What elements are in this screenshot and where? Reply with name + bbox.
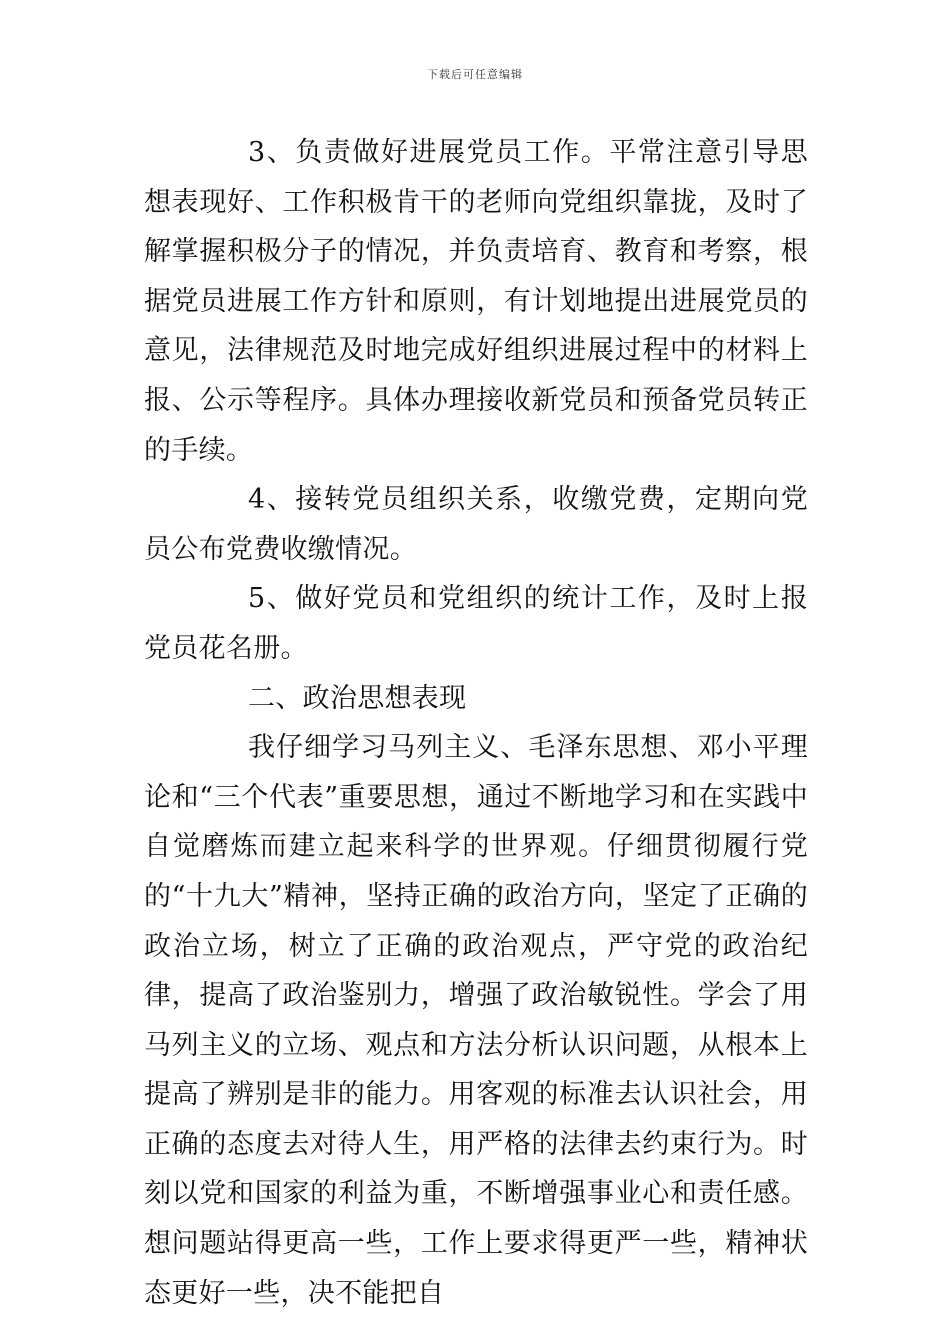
paragraph-duty-4: 4、接转党员组织关系，收缴党费，定期向党员公布党费收缴情况。 bbox=[144, 484, 808, 565]
paragraph-duty-5: 5、做好党员和党组织的统计工作，及时上报党员花名册。 bbox=[144, 583, 808, 664]
section-heading-political: 二、政治思想表现 bbox=[248, 682, 467, 714]
paragraph-political-thought: 我仔细学习马列主义、毛泽东思想、邓小平理论和“三个代表”重要思想，通过不断地学习和在实践中自觉磨炼而建立起来科学的世界观。仔细贯彻履行党的“十九大”精神，坚持正确的政治方向，坚定了正确的政治立场，树立了正确的政治观点，严守党的政治纪律，提高了政治鉴别力，增强了政治敏锐性。学会了用马列主义的立场、观点和方法分析认识问题，从根本上提高了辨别是非的能力。用客观的标准去认识社会，用正确的态度去对待人生，用严格的法律去约束行为。时刻以党和国家的利益为重，不断增强事业心和责任感。想问题站得更高一些，工作上要求得更严一些，精神状态更好一些，决不能把自 bbox=[144, 732, 808, 1309]
paragraph-duty-3: 3、负责做好进展党员工作。平常注意引导思想表现好、工作积极肯干的老师向党组织靠拢，及时了解掌握积极分子的情况，并负责培育、教育和考察，根据党员进展工作方针和原则，有计划地提出进展党员的意见，法律规范及时地完成好组织进展过程中的材料上报、公示等程序。具体办理接收新党员和预备党员转正的手续。 bbox=[144, 137, 808, 466]
page-header-note: 下载后可任意编辑 bbox=[427, 68, 523, 81]
document-body bbox=[144, 128, 808, 1318]
